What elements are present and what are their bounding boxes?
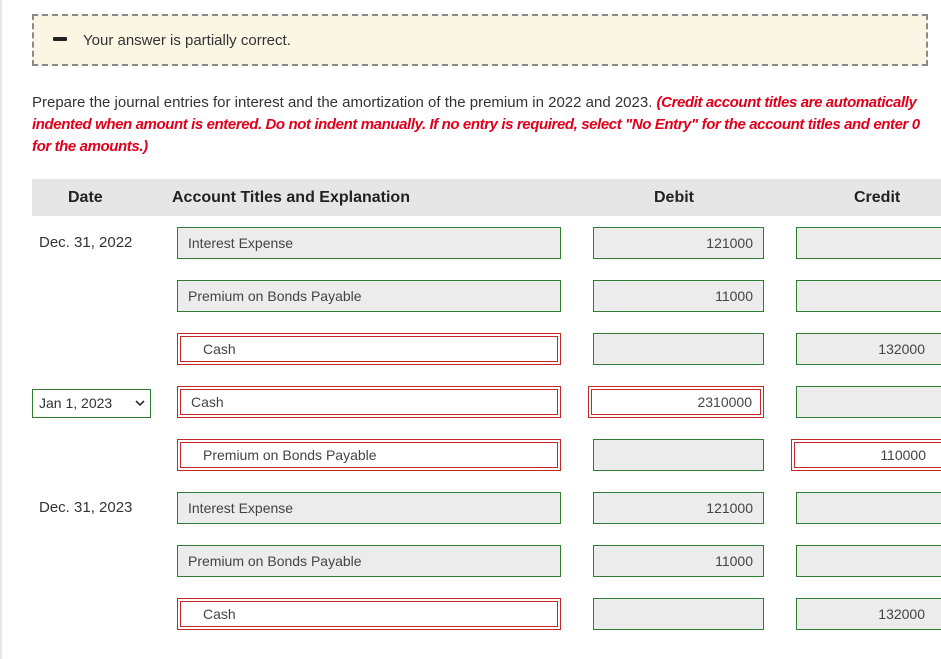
account-field-incorrect[interactable] [177,439,561,471]
account-field[interactable]: Interest Expense [177,227,561,259]
instructions [32,92,932,158]
chevron-down-icon [135,390,145,427]
feedback-message: Your answer is partially correct. [83,32,291,49]
instructions-text: Prepare the journal entries for interest and the amortization of the premium in 2022 and 2023. [32,94,653,111]
entry-date: Dec. 31, 2022 [39,234,133,251]
credit-value: 110000 [794,442,941,468]
credit-field[interactable] [796,545,941,577]
debit-value: 2310000 [591,389,761,415]
account-value: Cash [180,389,558,415]
header-debit: Debit [654,189,694,206]
account-field-incorrect[interactable] [177,386,561,418]
debit-field[interactable]: 11000 [593,280,764,312]
partial-correct-minus-icon [53,37,67,41]
credit-field[interactable] [796,227,941,259]
account-value: Cash [180,336,558,362]
instructions-emphasis: (Credit account titles are automatically indented when amount is entered. Do not indent manually. If no entry is required, select "No Entry" for the account titles and enter 0 for the amounts.) [32,94,920,155]
feedback-banner [32,14,928,66]
debit-field[interactable] [593,439,764,471]
debit-field[interactable]: 11000 [593,545,764,577]
date-select-value: Jan 1, 2023 [39,395,113,411]
date-select[interactable] [32,389,151,418]
account-value: Premium on Bonds Payable [180,442,558,468]
header-account: Account Titles and Explanation [172,189,410,206]
credit-field[interactable]: 132000 [796,598,941,630]
entry-date: Dec. 31, 2023 [39,499,133,516]
debit-field[interactable] [593,333,764,365]
debit-field[interactable] [593,598,764,630]
account-value: Cash [180,601,558,627]
account-field-incorrect[interactable] [177,598,561,630]
debit-field[interactable]: 121000 [593,227,764,259]
debit-field-incorrect[interactable] [588,386,764,418]
credit-field[interactable]: 132000 [796,333,941,365]
credit-field-incorrect[interactable] [791,439,941,471]
header-credit: Credit [854,189,901,206]
account-field[interactable]: Premium on Bonds Payable [177,545,561,577]
header-date: Date [68,189,103,206]
table-header [32,179,941,216]
left-divider [0,0,2,659]
account-field[interactable]: Premium on Bonds Payable [177,280,561,312]
credit-field[interactable] [796,492,941,524]
credit-field[interactable] [796,386,941,418]
account-field-incorrect[interactable] [177,333,561,365]
credit-field[interactable] [796,280,941,312]
debit-field[interactable]: 121000 [593,492,764,524]
account-field[interactable]: Interest Expense [177,492,561,524]
